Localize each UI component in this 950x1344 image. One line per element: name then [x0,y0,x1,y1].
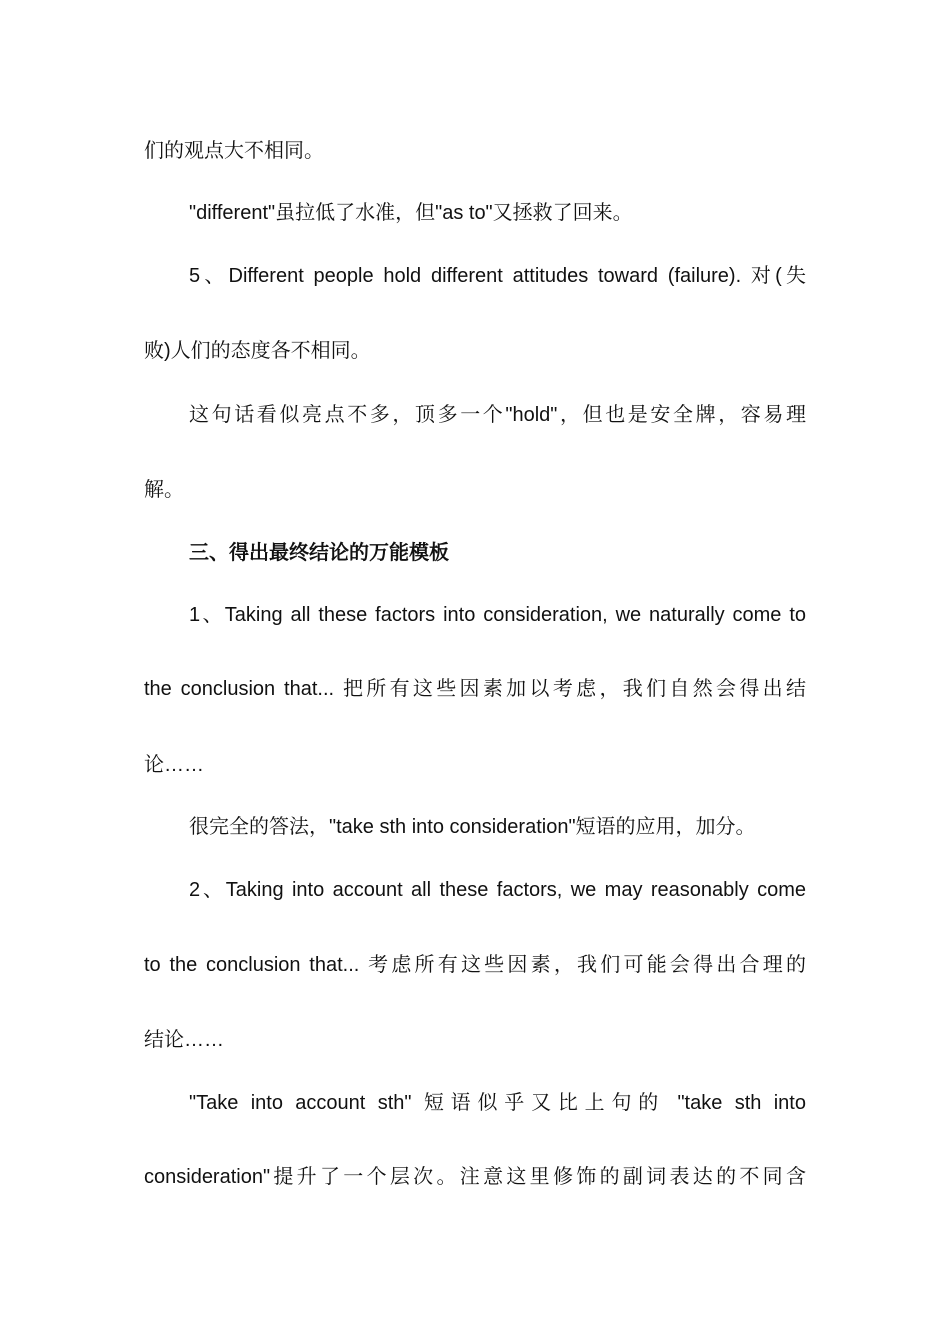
commentary-paragraph: "Take into account sth" 短语似乎又比上句的 "take sth into [189,1092,806,1114]
commentary-paragraph-continuation: 解。 [144,479,184,501]
commentary-paragraph: "different"虽拉低了水准，但"as to"又拯救了回来。 [189,202,633,224]
example-sentence-2-continuation: to the conclusion that... 考虑所有这些因素，我们可能会得出合理的 [144,954,806,976]
example-sentence-5-continuation: 败)人们的态度各不相同。 [144,340,371,362]
example-sentence-1: 1、Taking all these factors into consideration, we naturally come to [189,604,806,626]
example-sentence-5: 5、Different people hold different attitudes toward (failure). 对(失 [189,265,806,287]
commentary-paragraph-continuation: consideration"提升了一个层次。注意这里修饰的副词表达的不同含 [144,1166,806,1188]
section-heading: 三、得出最终结论的万能模板 [189,542,449,564]
commentary-paragraph: 很完全的答法，"take sth into consideration"短语的应用，加分。 [189,816,756,838]
example-sentence-1-continuation: the conclusion that... 把所有这些因素加以考虑，我们自然会得出结 [144,678,806,700]
commentary-paragraph: 这句话看似亮点不多，顶多一个"hold"，但也是安全牌，容易理 [189,404,806,426]
example-sentence-2: 2、Taking into account all these factors, we may reasonably come [189,879,806,901]
example-sentence-1-end: 论…… [144,754,204,776]
text-line-continuation: 们的观点大不相同。 [144,140,324,162]
example-sentence-2-end: 结论…… [144,1029,224,1051]
